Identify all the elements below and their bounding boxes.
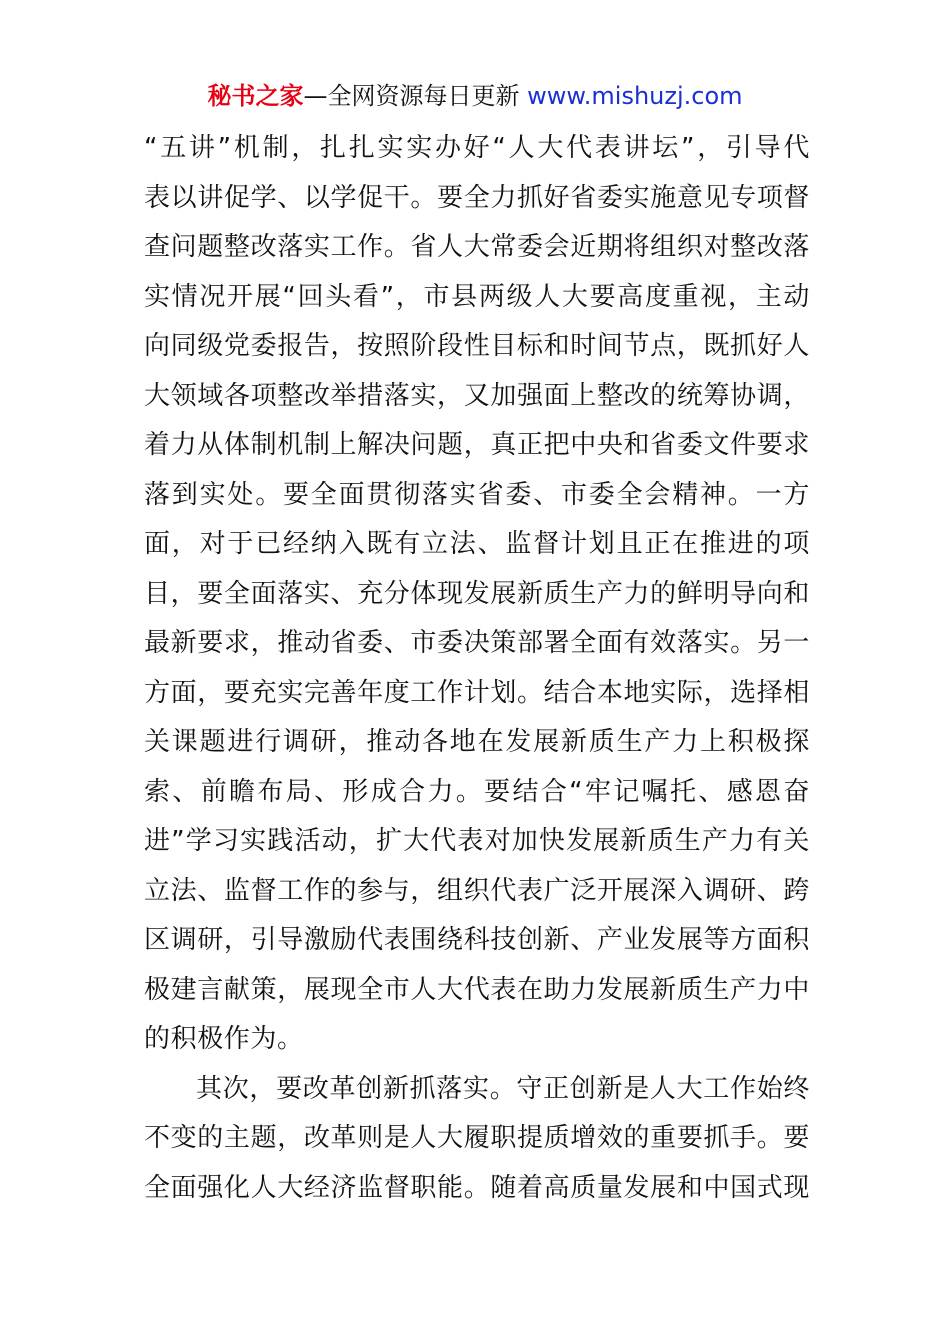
text-line: 着力从体制机制上解决问题，真正把中央和省委文件要求: [144, 430, 810, 460]
document-body: [144, 124, 810, 1213]
text-line: 索、前瞻布局、形成合力。要结合“牢记嘱托、感恩奋: [144, 776, 810, 807]
text-line: 立法、监督工作的参与，组织代表广泛开展深入调研、跨: [144, 875, 810, 906]
page-header: [0, 80, 950, 112]
text-line: 区调研，引导激励代表围绕科技创新、产业发展等方面积: [144, 925, 810, 955]
text-line: 面，对于已经纳入既有立法、监督计划且正在推进的项: [144, 529, 810, 559]
site-url[interactable]: www.mishuzj.com: [527, 82, 743, 110]
text-line: 不变的主题，改革则是人大履职提质增效的重要抓手。要: [144, 1123, 810, 1153]
text-line: 最新要求，推动省委、市委决策部署全面有效落实。另一: [144, 628, 810, 658]
text-line: 向同级党委报告，按照阶段性目标和时间节点，既抓好人: [144, 331, 810, 361]
text-line: “五讲”机制，扎扎实实办好“人大代表讲坛”，引导代: [144, 133, 810, 163]
brand-name: 秘书之家: [207, 82, 304, 110]
text-line: 关课题进行调研，推动各地在发展新质生产力上积极探: [144, 727, 810, 757]
text-line: 大领域各项整改举措落实，又加强面上整改的统筹协调，: [144, 380, 810, 411]
text-line: 进”学习实践活动，扩大代表对加快发展新质生产力有关: [144, 826, 810, 856]
header-tagline: —全网资源每日更新: [303, 82, 528, 110]
text-line: 查问题整改落实工作。省人大常委会近期将组织对整改落: [144, 232, 810, 262]
text-line: 方面，要充实完善年度工作计划。结合本地实际，选择相: [144, 677, 810, 708]
text-line: 实情况开展“回头看”，市县两级人大要高度重视，主动: [144, 281, 810, 312]
text-line: 其次，要改革创新抓落实。守正创新是人大工作始终: [196, 1073, 810, 1104]
text-line: 落到实处。要全面贯彻落实省委、市委全会精神。一方: [144, 479, 810, 510]
text-line: 极建言献策，展现全市人大代表在助力发展新质生产力中: [144, 974, 810, 1005]
text-line: 全面强化人大经济监督职能。随着高质量发展和中国式现: [144, 1172, 810, 1203]
text-line: 表以讲促学、以学促干。要全力抓好省委实施意见专项督: [144, 182, 810, 213]
text-line: 的积极作为。: [144, 1024, 304, 1054]
text-line: 目，要全面落实、充分体现发展新质生产力的鲜明导向和: [144, 578, 810, 609]
